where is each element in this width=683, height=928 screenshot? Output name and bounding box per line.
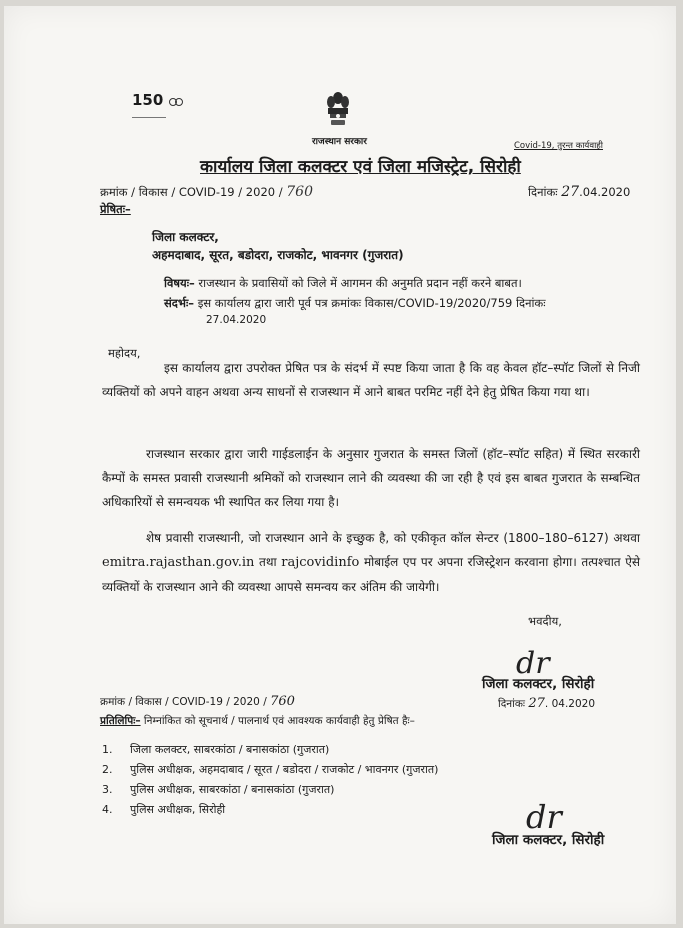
- emitra-website: emitra.rajasthan.gov.in: [102, 555, 255, 570]
- signatory-2-title: जिला कलक्टर, सिरोही: [492, 832, 605, 848]
- reference-line: [164, 296, 546, 311]
- reference-prefix: क्रमांक / विकास / COVID-19 / 2020 /: [100, 185, 287, 199]
- signatory-title: जिला कलक्टर, सिरोही: [482, 676, 595, 692]
- date-2-handwritten-day: 27: [528, 696, 545, 711]
- list-item: [102, 782, 334, 797]
- list-item-text: जिला कलक्टर, साबरकांठा / बनासकांठा (गुजरात): [130, 743, 330, 756]
- list-item: [102, 802, 225, 817]
- subject-line: [164, 276, 522, 291]
- reference-handwritten-number: 760: [286, 184, 313, 200]
- signature-2-initials: dr: [526, 798, 562, 836]
- body-paragraph-2: राजस्थान सरकार द्वारा जारी गाईडलाईन के अनुसार गुजरात के समस्त जिलों (हॉट–स्पॉट सहित) में स्थित सरकारी कैम्पों के समस्त प्रवासी राजस्थानी श्रमिकों को राजस्थान लाने की व्यवस्था की जा रही है एवं इस बाबत गुजरात के सम्बन्धित अधिकारियों से समन्वयक भी स्थापित कर लिया गया है।: [102, 447, 640, 509]
- reference-number: [100, 184, 313, 200]
- list-item-text: पुलिस अधीक्षक, साबरकांठा / बनासकांठा (गुजरात): [130, 783, 335, 796]
- office-title: कार्यालय जिला कलक्टर एवं जिला मजिस्ट्रेट, सिरोही: [200, 157, 521, 177]
- para3-part-b: तथा: [254, 555, 282, 569]
- date-label: दिनांकः: [528, 185, 562, 199]
- logo-text: 150: [132, 91, 164, 109]
- date-2-rest: . 04.2020: [544, 698, 596, 710]
- copy-to-label: प्रतिलिपिः–: [100, 715, 141, 727]
- list-item-number: 1.: [102, 743, 113, 756]
- copy-to-line: [100, 714, 415, 728]
- subject-label: विषयः–: [164, 276, 195, 290]
- reference-text: इस कार्यालय द्वारा जारी पूर्व पत्र क्रमांकः विकास/COVID-19/2020/759 दिनांकः: [194, 296, 546, 310]
- addressee-line-1: जिला कलक्टर,: [152, 230, 219, 244]
- date-handwritten-day: 27: [561, 184, 580, 200]
- list-item-text: पुलिस अधीक्षक, अहमदाबाद / सूरत / बडोदरा / राजकोट / भावनगर (गुजरात): [130, 763, 439, 776]
- subject-text: राजस्थान के प्रवासियों को जिले में आगमन की अनुमति प्रदान नहीं करने बाबत।: [194, 276, 522, 290]
- list-item: [102, 742, 329, 757]
- reference-label: संदर्भः–: [164, 296, 195, 310]
- salutation: महोदय,: [108, 346, 141, 360]
- reference-2-prefix: क्रमांक / विकास / COVID-19 / 2020 /: [100, 696, 271, 708]
- urgent-note: Covid-19, तुरन्त कार्यवाही: [514, 141, 603, 151]
- ashoka-emblem-icon: [324, 90, 352, 132]
- date-rest: .04.2020: [579, 185, 631, 199]
- anniversary-logo: [132, 90, 184, 118]
- addressee-line-2: अहमदाबाद, सूरत, बडोदरा, राजकोट, भावनगर (गुजरात): [152, 248, 404, 262]
- letter-date: [528, 184, 630, 200]
- gandhi-glasses-icon: [168, 94, 184, 108]
- reference-number-2: [100, 694, 295, 709]
- body-paragraph-3: [102, 526, 640, 599]
- date-2-label: दिनांकः: [498, 698, 529, 710]
- closing: भवदीय,: [528, 614, 562, 628]
- letter-page: [4, 6, 676, 924]
- para3-part-a: शेष प्रवासी राजस्थानी, जो राजस्थान आने के इच्छुक है, को एकीकृत कॉल सेन्टर (1800–180–6127) अथवा: [146, 531, 640, 545]
- letter-date-2: [498, 696, 595, 711]
- list-item: [102, 762, 438, 777]
- list-item-text: पुलिस अधीक्षक, सिरोही: [130, 803, 226, 816]
- signature-initials: dr: [516, 646, 550, 681]
- list-item-number: 2.: [102, 763, 113, 776]
- copy-to-text: निम्नांकित को सूचनार्थ / पालनार्थ एवं आवश्यक कार्यवाही हेतु प्रेषित हैः–: [140, 715, 415, 727]
- sent-to-label: प्रेषितः–: [100, 202, 131, 216]
- list-item-number: 4.: [102, 803, 113, 816]
- list-item-number: 3.: [102, 783, 113, 796]
- para3-part-c: मोबाईल एप पर अपना रजिस्ट्रेशन करवाना होगा। तत्पश्चात ऐसे व्यक्तियों के राजस्थान आने की व्यवस्था आपसे समन्वय कर अंतिम की जायेगी।: [102, 555, 640, 594]
- reference-date: 27.04.2020: [206, 314, 267, 326]
- government-caption: राजस्थान सरकार: [312, 137, 367, 147]
- rajcovidinfo-app: rajcovidinfo: [281, 555, 360, 570]
- body-paragraph-1: इस कार्यालय द्वारा उपरोक्त प्रेषित पत्र के संदर्भ में स्पष्ट किया जाता है कि वह केवल हॉट–स्पॉट जिलों से निजी व्यक्तियों को अपने वाहन अथवा अन्य साधनों से राजस्थान में आने बाबत परमिट नहीं देने हेतु प्रेषित किया गया था।: [102, 361, 640, 399]
- reference-2-handwritten-number: 760: [270, 694, 295, 709]
